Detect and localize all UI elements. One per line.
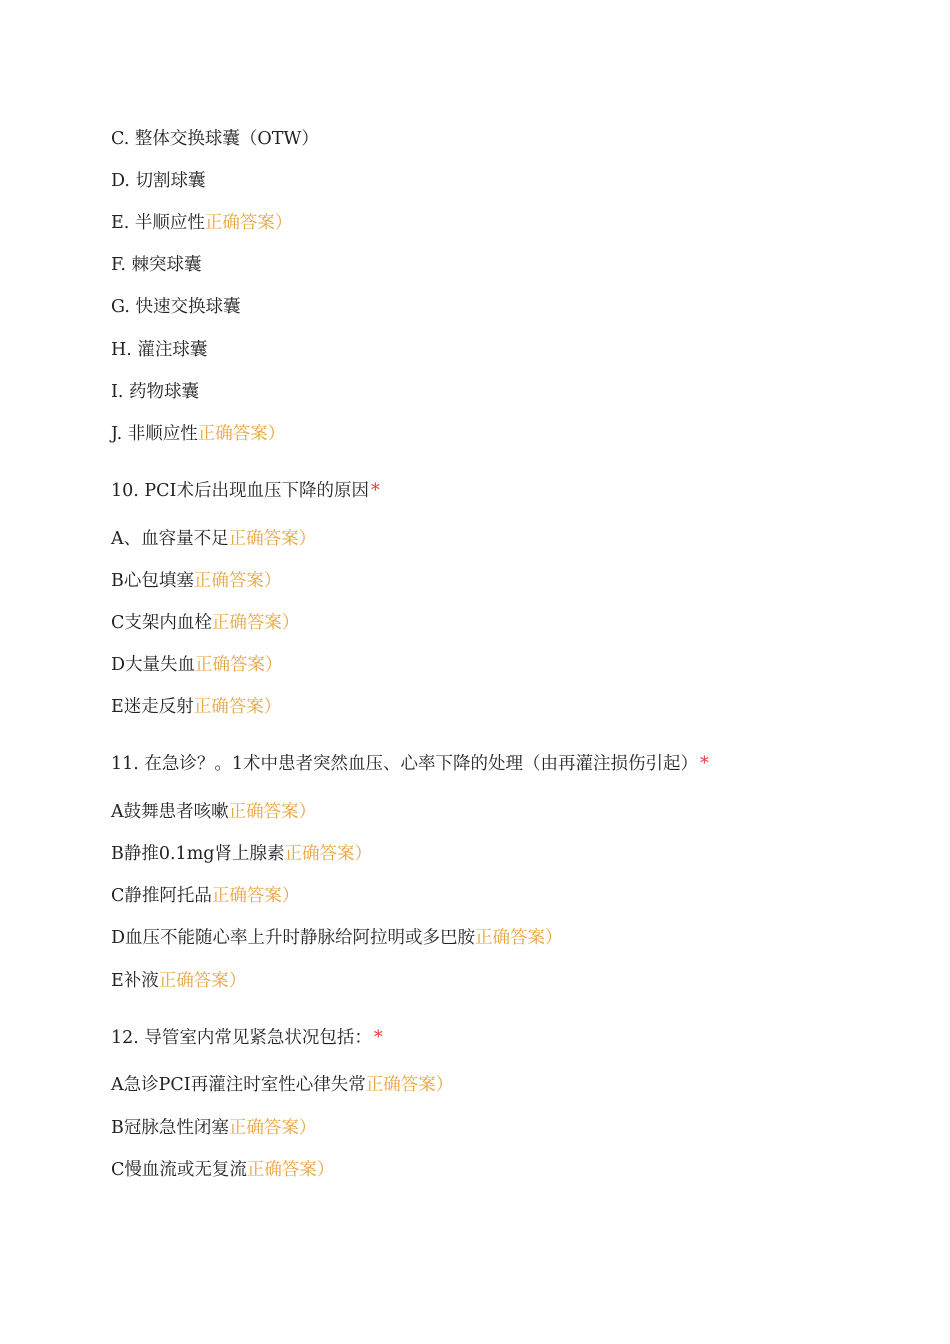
q9-option-d: D. 切割球囊 (111, 171, 206, 191)
correct-answer-mark: 正确答案） (284, 844, 372, 864)
q10-option-a: A、血容量不足正确答案） (111, 529, 317, 549)
q10-title: 10. PCI术后出现血压下降的原因 * (111, 481, 380, 501)
correct-answer-mark: 正确答案） (211, 613, 300, 633)
q11-option-e: E补液正确答案） (111, 971, 247, 991)
q12-title: 12. 导管室内常见紧急状况包括： * (111, 1028, 383, 1048)
q9-option-c: C. 整体交换球囊（OTW） (111, 129, 319, 149)
correct-answer-mark: 正确答案） (195, 655, 283, 675)
q11-option-b: B静推0.1mg肾上腺素正确答案） (111, 844, 372, 864)
correct-answer-mark: 正确答案） (246, 1160, 335, 1180)
q12-option-a: A急诊PCI再灌注时室性心律失常正确答案） (111, 1075, 454, 1095)
q9-option-g: G. 快速交换球囊 (111, 297, 241, 317)
q12-option-c: C慢血流或无复流正确答案） (111, 1160, 335, 1180)
correct-answer-mark: 正确答案） (158, 971, 247, 991)
q12-option-b: B冠脉急性闭塞正确答案） (111, 1118, 317, 1138)
correct-answer-mark: 正确答案） (228, 529, 317, 549)
correct-answer-mark: 正确答案） (204, 213, 293, 233)
q10-option-d: D大量失血正确答案） (111, 655, 283, 675)
required-asterisk: * (373, 1028, 383, 1048)
correct-answer-mark: 正确答案） (193, 697, 282, 717)
q9-option-i: I. 药物球囊 (111, 382, 200, 402)
q9-option-h: H. 灌注球囊 (111, 340, 208, 360)
correct-answer-mark: 正确答案） (475, 928, 563, 948)
q9-option-e: E. 半顺应性正确答案） (111, 213, 293, 233)
q10-option-c: C支架内血栓正确答案） (111, 613, 300, 633)
correct-answer-mark: 正确答案） (365, 1075, 454, 1095)
q11-title: 11. 在急诊？。1术中患者突然血压、心率下降的处理（由再灌注损伤引起） * (111, 754, 709, 774)
q10-option-b: B心包填塞正确答案） (111, 571, 282, 591)
q10-option-e: E迷走反射正确答案） (111, 697, 282, 717)
q11-option-a: A鼓舞患者咳嗽正确答案） (111, 802, 317, 822)
correct-answer-mark: 正确答案） (197, 424, 286, 444)
correct-answer-mark: 正确答案） (228, 1118, 317, 1138)
q9-option-f: F. 棘突球囊 (111, 255, 202, 275)
correct-answer-mark: 正确答案） (211, 886, 300, 906)
correct-answer-mark: 正确答案） (193, 571, 282, 591)
q11-option-d: D血压不能随心率上升时静脉给阿拉明或多巴胺正确答案） (111, 928, 563, 948)
required-asterisk: * (370, 481, 380, 501)
q11-option-c: C静推阿托品正确答案） (111, 886, 300, 906)
q9-option-j: J. 非顺应性正确答案） (111, 424, 286, 444)
correct-answer-mark: 正确答案） (228, 802, 317, 822)
required-asterisk: * (700, 754, 709, 774)
